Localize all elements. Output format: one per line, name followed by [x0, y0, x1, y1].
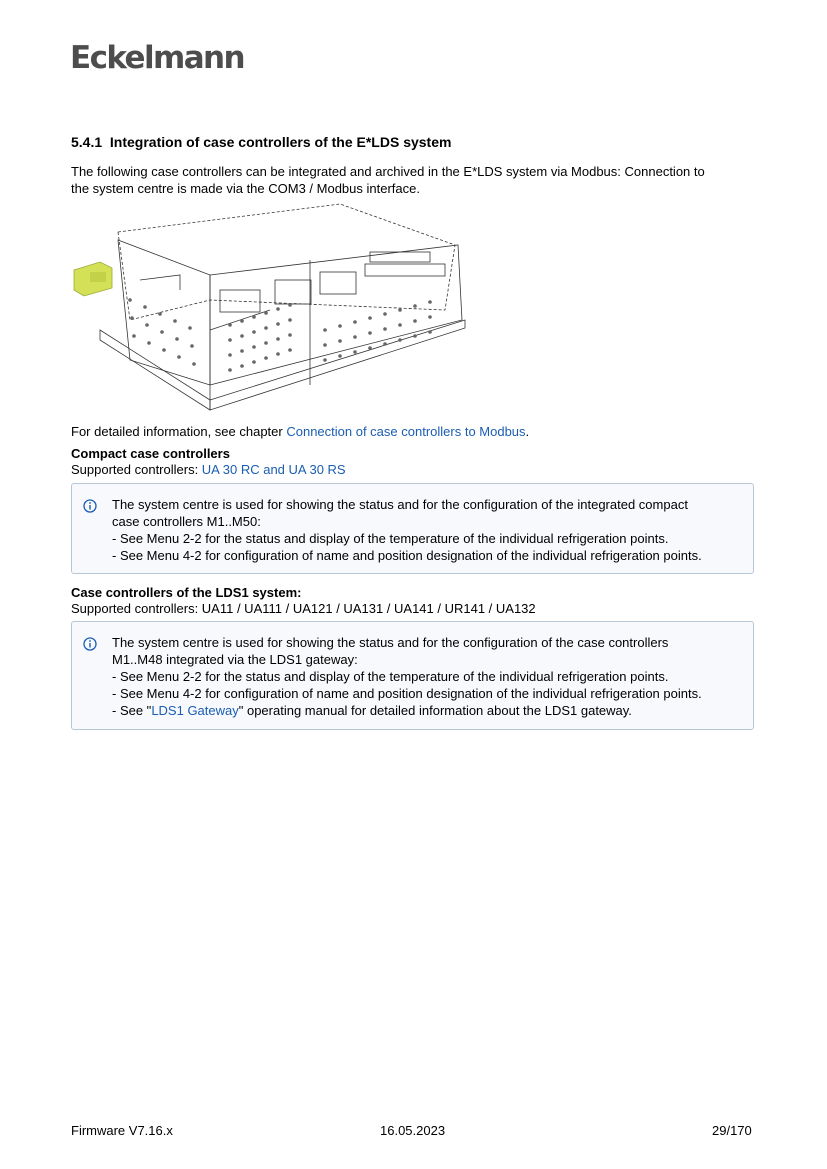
note-line: - See Menu 2-2 for the status and display of the temperature of the individual refrigeration points. [112, 531, 669, 546]
note-line: M1..M48 integrated via the LDS1 gateway: [112, 652, 358, 667]
info-note-compact [71, 483, 754, 574]
note-line: case controllers M1..M50: [112, 514, 261, 529]
ua30-link[interactable]: UA 30 RC and UA 30 RS [201, 462, 346, 477]
lds1-heading: Case controllers of the LDS1 system: [71, 585, 302, 600]
note-line: The system centre is used for showing the status and for the configuration of the integrated compact [112, 497, 688, 512]
compact-heading: Compact case controllers [71, 446, 230, 461]
intro-line: the system centre is made via the COM3 / Modbus interface. [71, 181, 420, 196]
note-line: - See Menu 2-2 for the status and display of the temperature of the individual refrigeration points. [112, 669, 669, 684]
section-title: Integration of case controllers of the E*LDS system [109, 134, 452, 150]
detail-paragraph: For detailed information, see chapter Connection of case controllers to Modbus. [71, 424, 530, 439]
intro-paragraph [71, 163, 761, 197]
note-line: - See Menu 4-2 for configuration of name and position designation of the individual refrigeration points. [112, 686, 702, 701]
lds1-supported: Supported controllers: UA11 / UA111 / UA121 / UA131 / UA141 / UR141 / UA132 [71, 601, 536, 616]
note-line: - See Menu 4-2 for configuration of name and position designation of the individual refrigeration points. [112, 548, 702, 563]
intro-line: The following case controllers can be integrated and archived in the E*LDS system via Modbus: Connection to [71, 164, 705, 179]
controller-device-illustration [70, 200, 470, 420]
footer-firmware: Firmware V7.16.x [71, 1123, 173, 1138]
info-icon [83, 637, 97, 651]
footer-page-number: 29/170 [712, 1123, 752, 1138]
section-number: 5.4.1 [71, 134, 103, 150]
footer-date: 16.05.2023 [380, 1123, 446, 1138]
section-heading [71, 134, 451, 150]
eckelmann-logo: Eckelmann [70, 40, 244, 76]
note-line: The system centre is used for showing the status and for the configuration of the case controllers [112, 635, 669, 650]
note-line: - See "LDS1 Gateway" operating manual for detailed information about the LDS1 gateway. [112, 703, 632, 718]
compact-supported: Supported controllers: UA 30 RC and UA 30 RS [71, 462, 346, 477]
info-note-lds1 [71, 621, 754, 730]
highlighted-connector [74, 262, 112, 296]
modbus-connection-link[interactable]: Connection of case controllers to Modbus [286, 424, 526, 439]
lds1-gateway-link[interactable]: LDS1 Gateway [151, 703, 239, 718]
info-icon [83, 499, 97, 513]
